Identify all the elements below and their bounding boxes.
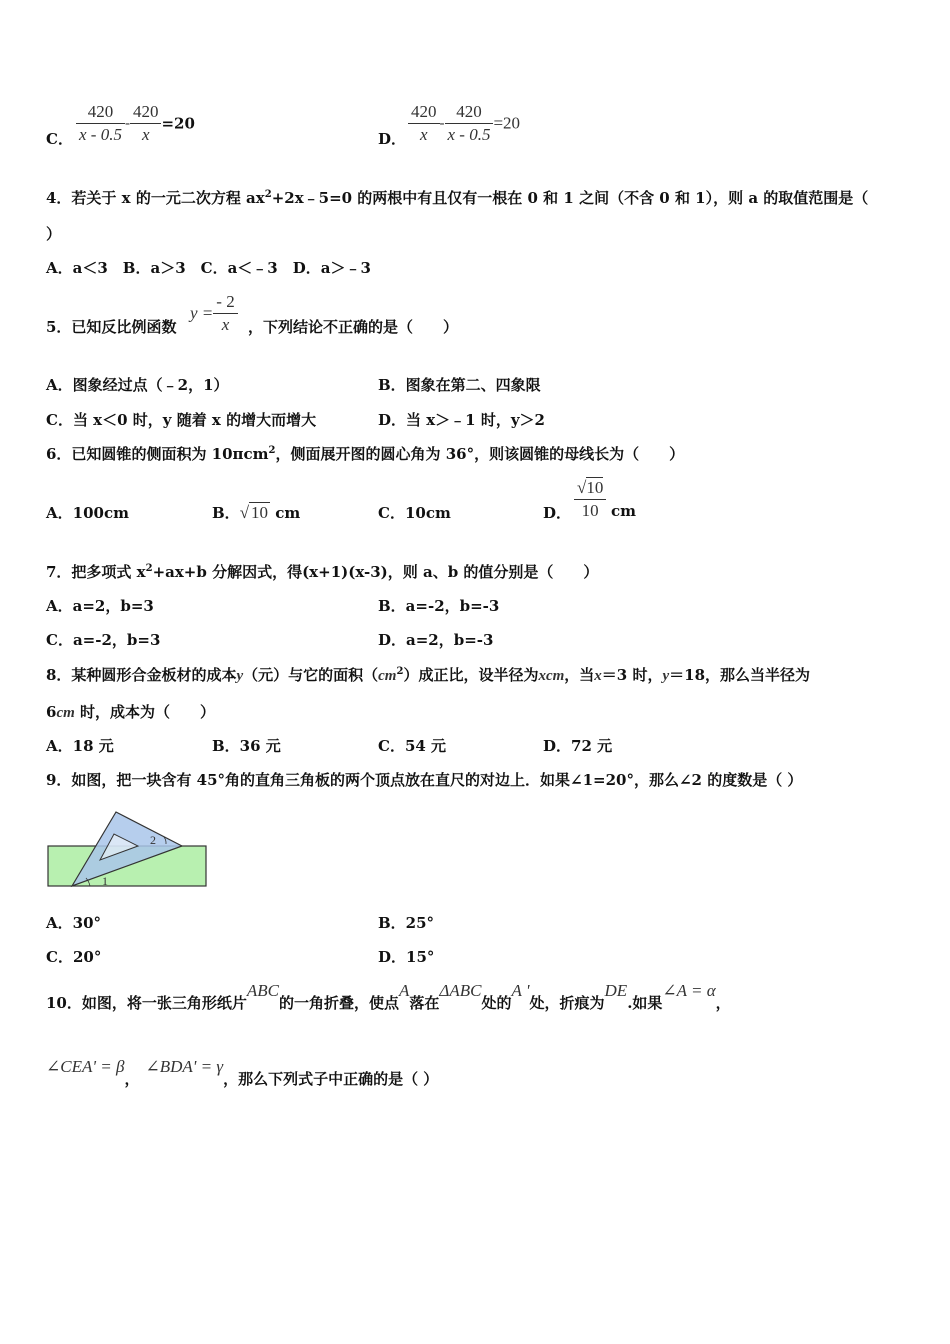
q6-option-d-fraction	[574, 478, 606, 521]
fraction: $\frac{420}{x - 0.5}$	[445, 102, 494, 145]
q6-option-d-unit: cm	[611, 502, 637, 520]
fraction: $\frac{420}{x}$	[130, 102, 162, 145]
q8-option-d: D．72 元	[543, 737, 613, 755]
q3-option-c-label: C．	[46, 130, 73, 148]
q8-option-a: A．18 元	[46, 737, 114, 755]
q10-stem: 10．如图，将一张三角形纸片ABC的一角折叠，使点A落在ΔABC处的A '处，折痕为DE.如果∠A = α，	[46, 981, 731, 1012]
q3-option-d-expression: $\frac{420}{x}$ - $\frac{420}{x - 0.5}$ =20	[408, 102, 520, 145]
fraction: $\frac{√10}{10}$	[574, 478, 606, 521]
q9-option-a: A．30°	[46, 914, 102, 932]
q5-function: y = $\frac{- 2}{x}$	[190, 292, 238, 335]
q6-option-b: B．√ 10 cm	[212, 503, 301, 522]
q9-option-c: C．20°	[46, 948, 102, 966]
fraction: $\frac{420}{x - 0.5}$	[76, 102, 125, 145]
q5-option-a: A．图象经过点（﹣2，1）	[46, 376, 229, 394]
q9-option-b: B．25°	[378, 914, 435, 932]
q9-figure	[44, 806, 210, 892]
q8-stem: 8．某种圆形合金板材的成本y（元）与它的面积$(cm^2)$成正比，设半径为xcm，当x＝3 时，y＝18，那么当半径为	[46, 666, 811, 684]
q5-option-c: C．当 x＜0 时，y 随着 x 的增大而增大	[46, 411, 317, 429]
fraction: $\frac{420}{x}$	[408, 102, 440, 145]
q7-option-b: B．a=-2，b=-3	[378, 597, 500, 615]
q5-option-d: D．当 x＞﹣1 时，y＞2	[378, 411, 545, 429]
q4-stem-end: ）	[46, 225, 62, 243]
sqrt: √ 10	[239, 503, 269, 522]
q7-option-c: C．a=-2，b=3	[46, 631, 161, 649]
fraction: $\frac{- 2}{x}$	[213, 292, 237, 335]
q3-option-d-label: D．	[378, 130, 407, 148]
angle-2-label: 2	[150, 833, 156, 847]
q4-options: A．a＜3 B．a＞3 C．a＜﹣3 D．a＞﹣3	[46, 259, 371, 277]
q3-option-c-expression: $\frac{420}{x - 0.5}$ - $\frac{420}{x}$ =20	[76, 102, 195, 145]
q8-stem-line2: 6cm 时，成本为（ ）	[46, 703, 215, 721]
q9-option-d: D．15°	[378, 948, 435, 966]
q6-option-a: A．100cm	[46, 504, 129, 522]
angle-1-label: 1	[102, 874, 108, 888]
q6-option-c: C．10cm	[378, 504, 451, 522]
q8-option-c: C．54 元	[378, 737, 447, 755]
q5-stem: 5．已知反比例函数	[46, 318, 177, 336]
q4-stem: 4．若关于 x 的一元二次方程 $ax^2+2x﹣5=0$ 的两根中有且仅有一根在 0 和 1 之间（不含 0 和 1），则 a 的取值范围是（	[46, 189, 869, 207]
q6-stem: 6．已知圆锥的侧面积为 10πcm$^2$，侧面展开图的圆心角为 36°，则该圆锥的母线长为（ ）	[46, 445, 685, 463]
q10-stem-line2: ∠CEA' = β，∠BDA' = γ，那么下列式子中正确的是（ ）	[46, 1057, 439, 1088]
q5-option-b: B．图象在第二、四象限	[378, 376, 541, 394]
q6-option-d-label: D．	[543, 504, 572, 522]
q7-option-d: D．a=2，b=-3	[378, 631, 494, 649]
q7-option-a: A．a=2，b=3	[46, 597, 154, 615]
q5-stem-suffix: ，下列结论不正确的是（ ）	[248, 318, 459, 336]
q7-stem: 7．把多项式 $x^2+ax+b$ 分解因式，得(x+1)(x-3)，则 a、b 的值分别是（ ）	[46, 563, 599, 581]
q9-stem: 9．如图，把一块含有 45°角的直角三角板的两个顶点放在直尺的对边上．如果∠1=20°，那么∠2 的度数是（ ）	[46, 771, 803, 789]
q8-option-b: B．36 元	[212, 737, 281, 755]
